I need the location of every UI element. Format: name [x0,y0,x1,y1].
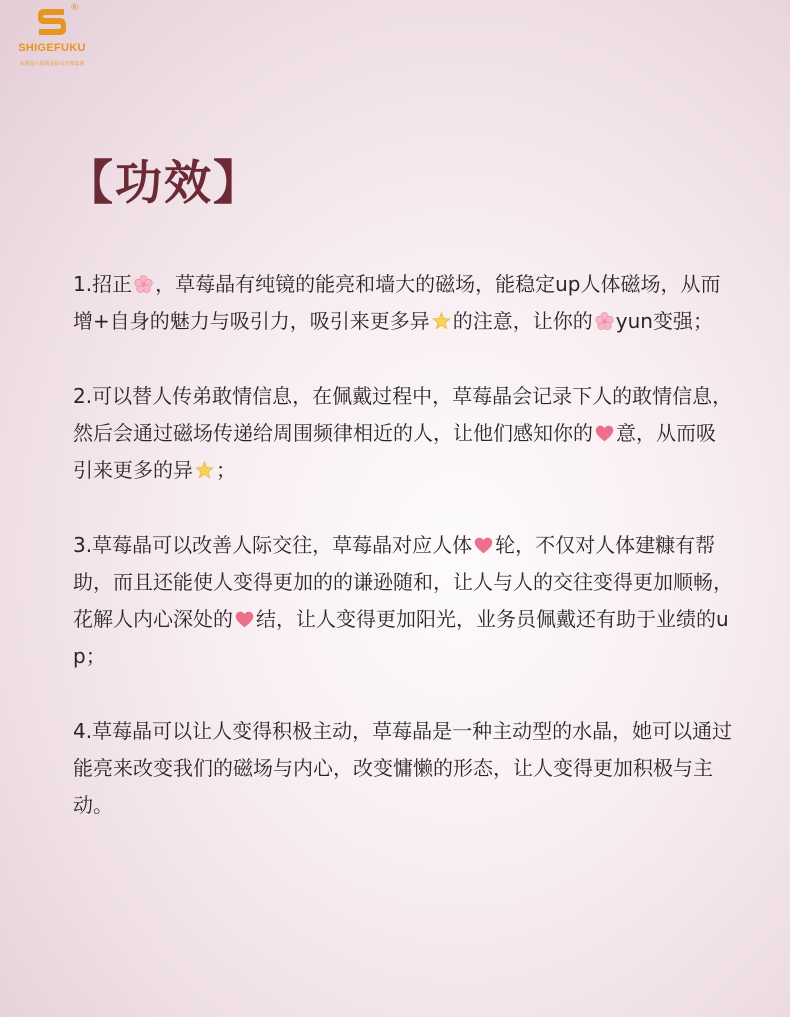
brand-subtitle: 东海县六福黄金钻石首饰集团 [19,61,85,67]
paragraph-2-text-c: ； [216,458,236,482]
paragraph-3-text-c: 结，让人变得更加阳光，业务员佩戴还有助于业绩的up； [73,607,729,668]
paragraph-3-text-b: 轮，不仅对人体建糠有帮助，而且还能使人变得更加的的谦逊随和，让人与人的交往变得更加顺畅，花解人内心深处的 [73,533,733,631]
paragraph-2-text-b: 意，从而吸引来更多的异 [73,421,716,482]
registered-mark: ® [70,3,79,13]
heart-icon [234,609,255,630]
brand-name: SHIGEFUKU [18,42,86,54]
paragraph-1-text-d: yun变强； [615,309,713,333]
cherry-blossom-icon [594,311,615,332]
paragraph-1-text-a: 1.招正 [73,272,133,296]
cherry-blossom-icon [133,274,154,295]
star-icon [431,311,452,332]
paragraph-2 [73,378,733,489]
paragraph-1-text-c: 的注意，让你的 [452,309,593,333]
star-icon [194,460,215,481]
paragraph-1 [73,266,733,340]
brand-s-logo-icon [35,4,69,40]
page-title: 【功效】 [66,156,262,211]
paragraph-3 [73,527,733,675]
heart-icon [473,535,494,556]
article-body [73,266,733,862]
paragraph-4-text-a: 4.草莓晶可以让人变得积极主动，草莓晶是一种主动型的水晶，她可以通过能亮来改变我们的磁场与内心，改变慵懒的形态，让人变得更加积极与主动。 [73,719,733,817]
paragraph-1-text-b: ，草莓晶有纯镜的能亮和墙大的磁场，能稳定up人体磁场，从而增+自身的魅力与吸引力，吸引来更多异 [73,272,721,333]
paragraph-4 [73,713,733,824]
brand-logo [8,4,96,68]
paragraph-3-text-a: 3.草莓晶可以改善人际交往，草莓晶对应人体 [73,533,473,557]
paragraph-2-text-a: 2.可以替人传弟敢情信息，在佩戴过程中，草莓晶会记录下人的敢情信息，然后会通过磁场传递给周围频律相近的人，让他们感知你的 [73,384,733,445]
heart-icon [594,423,615,444]
